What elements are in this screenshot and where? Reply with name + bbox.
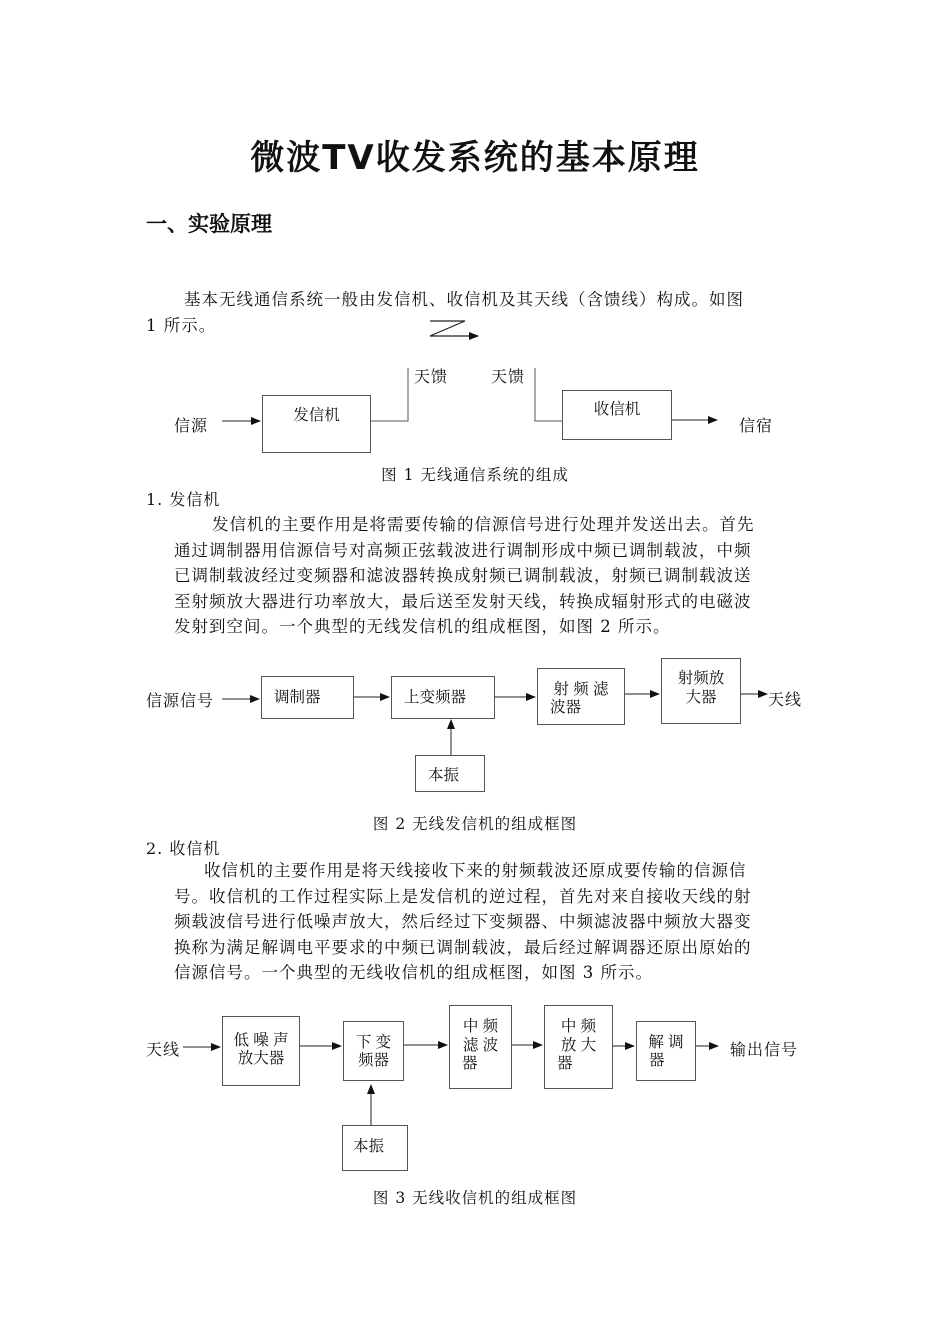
rx-paragraph <box>174 858 834 986</box>
fig1-antenna-rx-label: 天馈 <box>491 367 526 386</box>
rx-line-5: 信源信号。一个典型的无线收信机的组成框图，如图 3 所示。 <box>174 963 653 982</box>
fig1-transmitter-box <box>262 395 371 453</box>
tx-heading: 1. 发信机 <box>146 490 221 509</box>
fig2-rf-amp-label-1: 射频放 <box>677 670 725 687</box>
tx-line-5: 发射到空间。一个典型的无线发信机的组成框图，如图 2 所示。 <box>174 617 671 636</box>
fig1-feed-tx <box>371 368 408 421</box>
fig1-receiver-box <box>562 390 672 440</box>
fig3-demod-box <box>636 1021 696 1081</box>
fig3-if-amp-label-2: 放 大 <box>560 1037 597 1054</box>
fig2-output-label: 天线 <box>768 690 803 709</box>
fig2-rf-amp-label-2: 大器 <box>685 689 717 706</box>
intro-line-2: 1 所示。 <box>146 315 217 335</box>
fig3-if-amp-box <box>544 1005 613 1089</box>
fig3-lo-label: 本振 <box>353 1138 385 1155</box>
fig3-downconverter-label-1: 下 变 <box>355 1034 392 1051</box>
section-heading: 一、实验原理 <box>146 212 272 236</box>
fig2-modulator-box <box>261 676 354 719</box>
tx-paragraph <box>174 512 834 640</box>
fig2-upconverter-label: 上变频器 <box>404 689 467 706</box>
fig3-downconverter-label-2: 频器 <box>357 1052 389 1069</box>
fig2-rf-filter-box <box>537 668 625 725</box>
fig3-lna-box <box>222 1016 300 1086</box>
fig2-rf-filter-label-1: 射 频 滤 <box>553 681 609 698</box>
fig1-antenna-tx-label: 天馈 <box>414 367 449 386</box>
tx-line-4: 至射频放大器进行功率放大，最后送至发射天线，转换成辐射形式的电磁波 <box>174 591 752 611</box>
fig2-modulator-label: 调制器 <box>274 689 321 706</box>
fig3-lna-label-2: 放大器 <box>237 1050 285 1067</box>
page-title: 微波TV收发系统的基本原理 <box>250 138 700 178</box>
fig2-upconverter-box <box>391 676 495 719</box>
radio-wave-icon <box>430 321 478 336</box>
fig3-lna-label-1: 低 噪 声 <box>233 1032 289 1049</box>
fig3-input-label: 天线 <box>146 1040 181 1059</box>
rx-line-2: 号。收信机的工作过程实际上是发信机的逆过程，首先对来自接收天线的射 <box>174 886 752 906</box>
fig1-source-label: 信源 <box>174 416 209 435</box>
fig1-caption: 图 1 无线通信系统的组成 <box>381 466 569 484</box>
fig1-feed-rx <box>535 368 562 421</box>
fig3-if-amp-label-3: 器 <box>557 1055 573 1072</box>
tx-line-2: 通过调制器用信源信号对高频正弦载波进行调制形成中频已调制载波，中频 <box>174 540 752 560</box>
fig3-downconverter-box <box>343 1021 404 1081</box>
fig3-if-filter-label-1: 中 频 <box>462 1018 499 1035</box>
fig2-caption: 图 2 无线发信机的组成框图 <box>372 815 578 833</box>
fig2-lo-label: 本振 <box>428 767 460 784</box>
fig1-transmitter-label: 发信机 <box>293 407 340 424</box>
fig2-input-label: 信源信号 <box>146 691 215 710</box>
tx-line-3: 已调制载波经过变频器和滤波器转换成射频已调制载波，射频已调制载波送 <box>174 566 752 585</box>
fig3-demod-label-1: 解 调 <box>648 1034 684 1051</box>
rx-line-3: 频载波信号进行低噪声放大，然后经过下变频器、中频滤波器中频放大器变 <box>174 912 752 931</box>
fig3-if-filter-label-3: 器 <box>462 1055 478 1072</box>
intro-line-1: 基本无线通信系统一般由发信机、收信机及其天线（含馈线）构成。如图 <box>184 290 744 309</box>
fig3-output-label: 输出信号 <box>730 1040 799 1059</box>
fig3-if-filter-box <box>449 1005 512 1089</box>
fig2-rf-amp-box <box>661 658 741 724</box>
fig1-receiver-label: 收信机 <box>593 401 641 418</box>
rx-line-1: 收信机的主要作用是将天线接收下来的射频载波还原成要传输的信源信 <box>204 861 747 880</box>
tx-line-1: 发信机的主要作用是将需要传输的信源信号进行处理并发送出去。首先 <box>212 515 755 534</box>
fig3-caption: 图 3 无线收信机的组成框图 <box>372 1189 578 1207</box>
fig2-lo-box <box>415 755 485 792</box>
rx-heading: 2. 收信机 <box>146 839 221 858</box>
fig3-lo-box <box>342 1125 408 1171</box>
rx-line-4: 换称为满足解调电平要求的中频已调制载波，最后经过解调器还原出原始的 <box>174 937 752 957</box>
fig1-sink-label: 信宿 <box>739 416 774 435</box>
fig3-demod-label-2: 器 <box>649 1052 665 1069</box>
fig2-rf-filter-label-2: 波器 <box>550 699 582 716</box>
fig3-if-amp-label-1: 中 频 <box>560 1018 597 1035</box>
fig3-if-filter-label-2: 滤 波 <box>462 1037 499 1054</box>
